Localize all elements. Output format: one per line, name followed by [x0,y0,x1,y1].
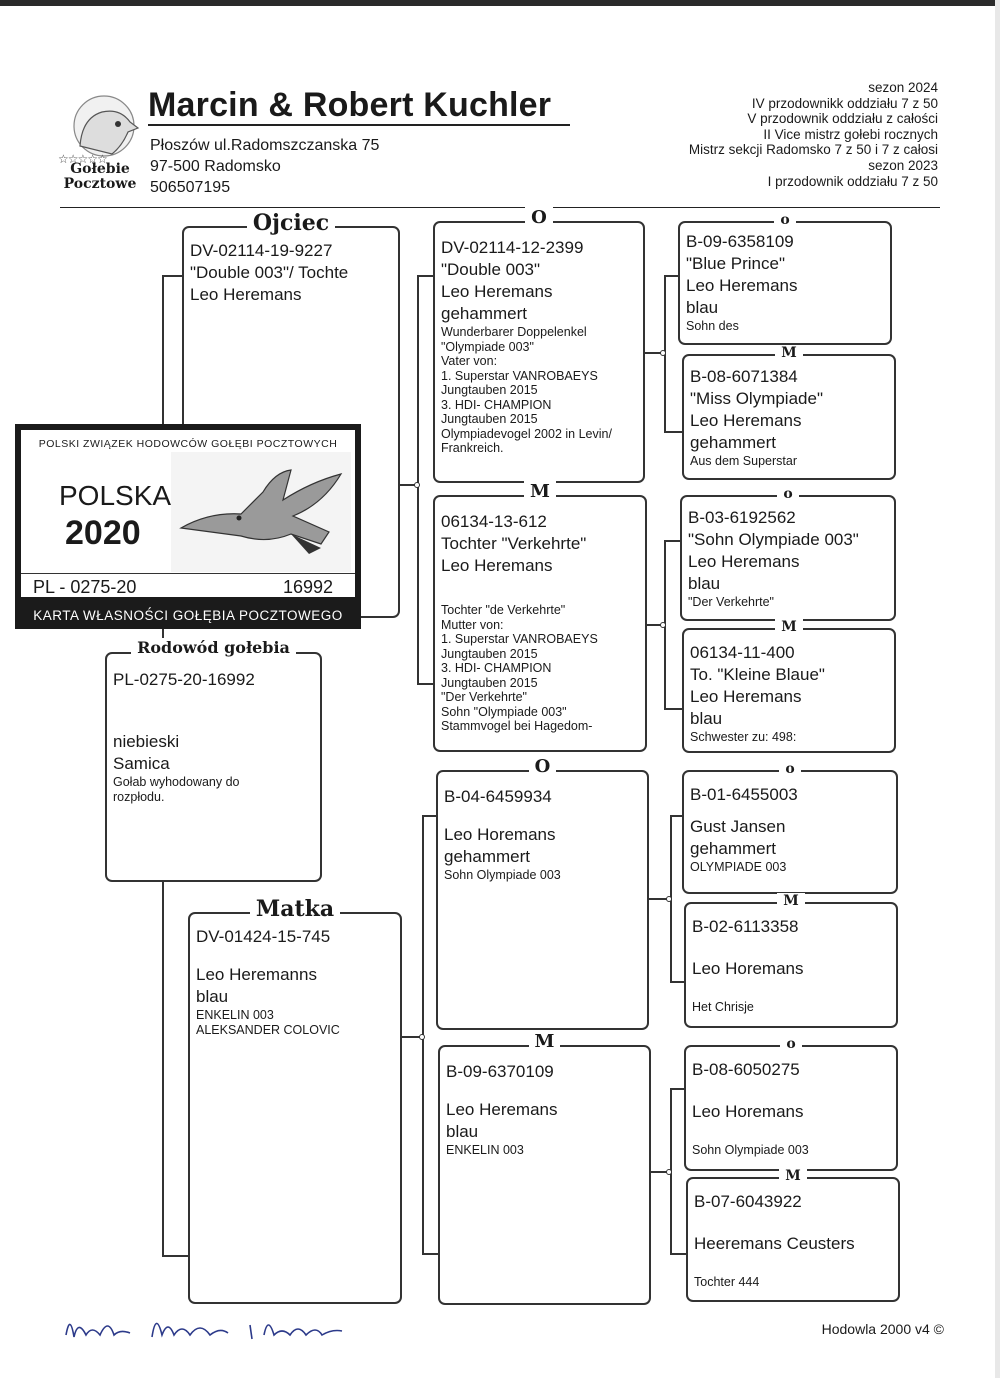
fm-note: Tochter "de Verkehrte" [441,603,566,617]
mff-label: o [779,761,800,777]
fmf-box [680,486,896,621]
fm-breeder: Leo Heremans [441,556,553,575]
fmm-box [682,619,896,753]
mf-label: O [529,756,557,777]
logo-text-line2: Pocztowe [63,176,137,192]
mmf-box [684,1036,898,1171]
card-ring-prefix: PL - 0275-20 [33,577,137,597]
ff-note: 3. HDI- CHAMPION [441,397,552,412]
software-version: Hodowla 2000 v4 © [821,1321,944,1337]
connector-to-mm [422,1253,438,1255]
result-line: sezon 2024 [868,80,938,95]
mf-ring: B-04-6459934 [444,787,552,806]
ff-note: Wunderbarer Doppelenkel [441,325,587,339]
fff-ring: B-09-6358109 [686,232,794,251]
ffm-ring: B-08-6071384 [690,367,798,386]
connector-node [660,350,666,356]
connector-to-father [162,275,182,277]
connector-father-parents [417,275,419,685]
ownership-card [15,424,361,629]
ff-note: Vater von: [441,354,498,368]
mm-breeder: Leo Heremans [446,1100,558,1119]
mother-note-1: ENKELIN 003 [196,1008,274,1022]
logo-text-line1: Gołebie [70,161,130,177]
ffm-name: "Miss Olympiade" [690,389,823,408]
card-divider [21,573,355,574]
mff-ring: B-01-6455003 [690,785,798,804]
scan-right-edge [995,0,1000,1378]
connector-to-ff [417,275,433,277]
result-line: Mistrz sekcji Radomsko 7 z 50 i 7 z całosi [688,142,938,158]
ff-name: "Double 003" [441,260,541,279]
mm-note: ENKELIN 003 [446,1143,524,1157]
ff-ring: DV-02114-12-2399 [441,238,584,257]
fff-color: blau [686,298,719,317]
scan-top-edge [0,0,1000,6]
connector-node [660,622,666,628]
grandmother-maternal-box [438,1031,651,1305]
mff-color: gehammert [690,839,776,858]
fm-note: 1. Superstar VANROBAEYS [441,632,598,646]
ffm-color: gehammert [690,433,776,452]
logo-stars: ☆☆☆☆☆ [58,152,107,166]
subject-sex: Samica [113,754,170,773]
fmf-name: "Sohn Olympiade 003" [688,530,859,549]
mmm-note: Tochter 444 [694,1275,760,1289]
ff-note: "Olympiade 003" [441,339,534,354]
fmm-name: To. "Kleine Blaue" [690,665,825,684]
father-title: Ojciec [247,210,335,236]
subject-note-1: Gołab wyhodowany do [113,775,240,789]
mmm-box [686,1168,900,1302]
connector-to-fmf [664,540,680,542]
fm-name: Tochter "Verkehrte" [441,534,587,553]
fff-note: Sohn des [686,319,739,333]
card-body [21,430,355,597]
mf-breeder: Leo Horemans [444,825,556,844]
mother-breeder: Leo Heremanns [196,965,317,984]
ff-note: Olympiadevogel 2002 in Levin/ [441,426,612,441]
mmm-ring: B-07-6043922 [694,1192,802,1211]
fmm-note: Schwester zu: 498: [690,730,797,744]
results-list [689,80,938,189]
fm-note: "Der Verkehrte" [441,690,527,704]
fmf-breeder: Leo Heremans [688,552,800,571]
card-ring-number: 16992 [282,577,333,597]
result-line: IV przodownikk oddziału 7 z 50 [751,95,938,111]
card-country: POLSKA [59,480,172,511]
ff-note: 1. Superstar VANROBAEYS [441,368,598,383]
owner-name: Marcin & Robert Kuchler [148,86,552,124]
ff-color: gehammert [441,304,527,323]
address-line-1: Płoszów ul.Radomszczanska 75 [150,137,380,154]
handwritten-signature [60,1305,420,1355]
ff-note: Frankreich. [441,441,504,455]
connector-to-ffm [664,431,682,433]
connector-node [419,1034,425,1040]
fm-note: Jungtauben 2015 [441,646,538,661]
connector-to-fmm [664,708,682,710]
mmm-label: M [779,1168,807,1184]
card-footer: KARTA WŁASNOŚCI GOŁĘBIA POCZTOWEGO [33,608,343,623]
grandfather-maternal-box [436,756,649,1030]
mff-note: OLYMPIADE 003 [690,860,787,874]
card-year: 2020 [65,514,141,552]
mmf-breeder: Leo Horemans [692,1102,804,1121]
father-name: "Double 003"/ Tochte [190,263,349,282]
mm-label: M [529,1031,561,1052]
connector-to-fff [664,275,678,277]
ffm-breeder: Leo Heremans [690,411,802,430]
ff-note: Jungtauben 2015 [441,412,538,426]
connector-node [666,1169,672,1175]
mm-ring: B-09-6370109 [446,1062,554,1081]
fm-note: Mutter von: [441,617,504,632]
phone-number: 506507195 [150,179,231,196]
ffm-label: M [775,345,803,361]
fff-label: o [774,212,795,228]
result-line: sezon 2023 [868,157,938,173]
logo-text [58,162,142,192]
mmf-ring: B-08-6050275 [692,1060,800,1079]
connector-to-mfm [670,981,684,983]
fm-note: Stammvogel bei Hagedom- [441,719,593,733]
address-line-2: 97-500 Radomsko [150,158,281,175]
connector-to-mmm [670,1253,686,1255]
fmm-label: M [775,619,803,635]
ff-note: Jungtauben 2015 [441,383,538,397]
fm-note: Sohn "Olympiade 003" [441,704,567,719]
subject-color: niebieski [113,732,180,751]
result-line: II Vice mistrz gołebi rocznych [763,126,938,142]
owner-underline [148,124,570,126]
mmf-label: o [780,1036,801,1052]
connector-to-mmf [670,1088,684,1090]
fmm-color: blau [690,709,723,728]
mff-box [682,761,898,894]
connector-node [414,482,420,488]
fmm-breeder: Leo Heremans [690,687,802,706]
result-line: I przodownik oddziału 7 z 50 [767,173,938,189]
result-line: V przodownik oddziału z całości [747,111,938,127]
mother-box [188,896,402,1304]
mfm-breeder: Leo Horemans [692,959,804,978]
ffm-note: Aus dem Superstar [690,454,797,468]
fm-note: 3. HDI- CHAMPION [441,661,552,675]
ffm-box [682,345,896,480]
fm-note: Jungtauben 2015 [441,675,538,690]
fmf-label: o [777,486,798,502]
subject-ring: PL-0275-20-16992 [113,670,255,689]
mfm-ring: B-02-6113358 [692,917,799,936]
mfm-note: Het Chrisje [692,1000,754,1014]
mm-color: blau [446,1122,479,1141]
fm-ring: 06134-13-612 [441,512,547,531]
ff-breeder: Leo Heremans [441,282,553,301]
connector-to-mf [422,815,436,817]
fff-box [678,212,892,345]
pigeon-photo [171,452,351,572]
ff-label: O [525,207,553,228]
grandfather-paternal-box [433,207,645,483]
mmm-breeder: Heeremans Ceusters [694,1234,855,1253]
mf-note: Sohn Olympiade 003 [444,868,561,882]
mf-color: gehammert [444,847,530,866]
mfm-box [684,893,898,1028]
mmf-note: Sohn Olympiade 003 [692,1143,809,1157]
mother-title: Matka [250,896,340,922]
mother-color: blau [196,987,229,1006]
connector-to-fm [417,683,433,685]
father-breeder: Leo Heremans [190,285,302,304]
connector-to-mff [670,815,682,817]
connector-to-mother [162,1255,188,1257]
fmm-ring: 06134-11-400 [690,643,795,662]
fmf-note: "Der Verkehrte" [688,595,774,609]
subject-box [105,638,322,882]
subject-title: Rodowód gołebia [131,638,296,657]
mfm-label: M [777,893,805,909]
father-ring: DV-02114-19-9227 [190,241,333,260]
fm-label: M [524,481,556,502]
grandmother-paternal-box [433,481,647,752]
fff-name: "Blue Prince" [686,254,786,273]
fmf-ring: B-03-6192562 [688,508,796,527]
mother-note-2: ALEKSANDER COLOVIC [196,1022,340,1037]
card-issuer: POLSKI ZWIĄZEK HODOWCÓW GOŁĘBI POCZTOWYCH [38,438,338,450]
fff-breeder: Leo Heremans [686,276,798,295]
mff-breeder: Gust Jansen [690,817,786,836]
mother-ring: DV-01424-15-745 [196,927,331,946]
subject-note-2: rozpłodu. [113,789,165,804]
fmf-color: blau [688,574,721,593]
connector-node [666,896,672,902]
